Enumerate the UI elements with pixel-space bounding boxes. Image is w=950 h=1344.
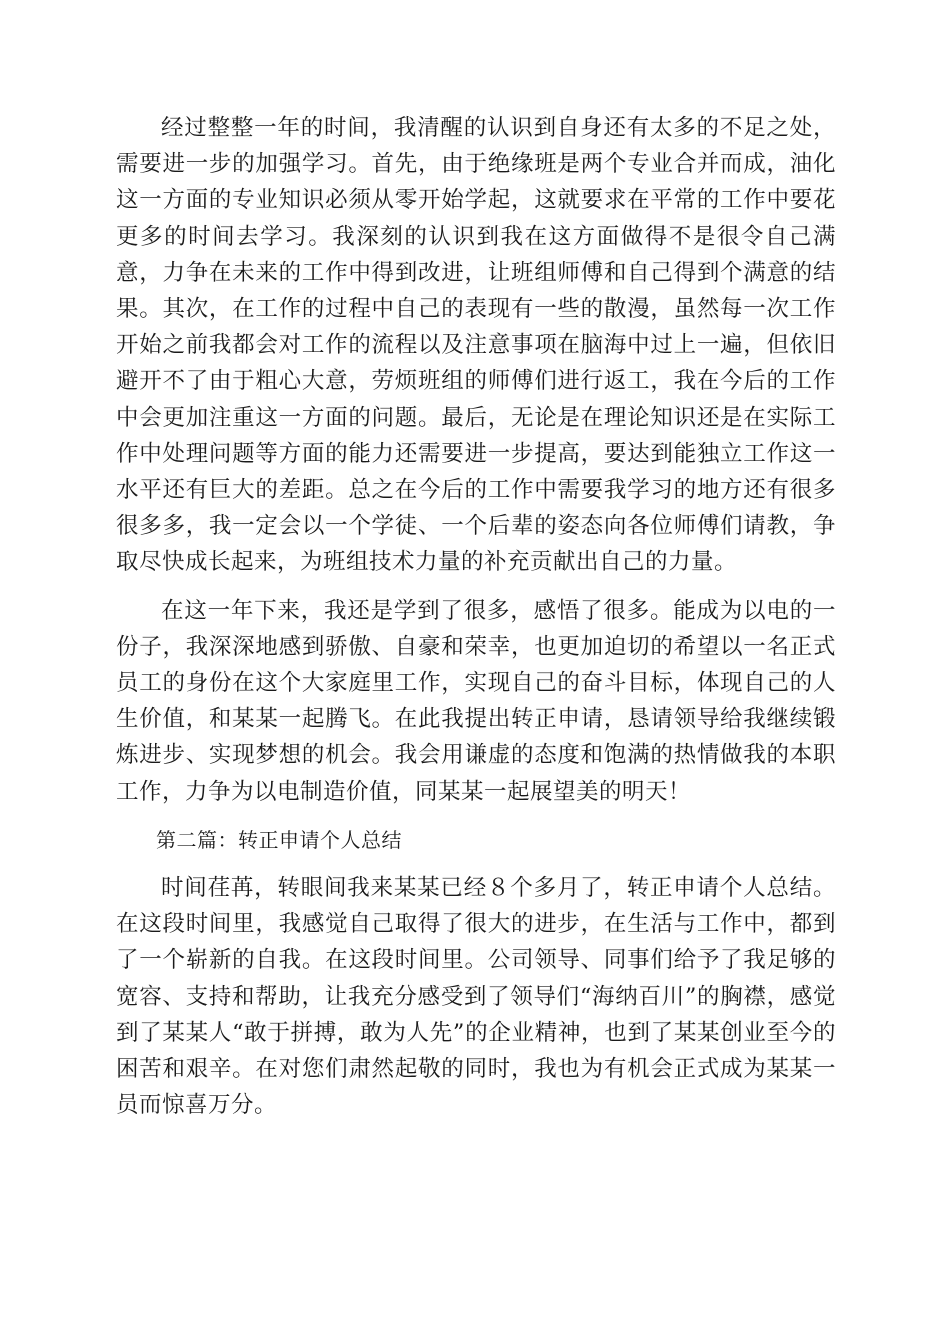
paragraph-probation-request: 在这一年下来，我还是学到了很多，感悟了很多。能成为以电的一份子，我深深地感到骄傲、自豪和荣幸，也更加迫切的希望以一名正式员工的身份在这个大家庭里工作，实现自己的奋斗目标，体现自己的人生价值，和某某一起腾飞。在此我提出转正申请，恳请领导给我继续锻炼进步、实现梦想的机会。我会用谦虚的态度和饱满的热情做我的本职工作，力争为以电制造价值，同某某一起展望美的明天！: [116, 597, 836, 805]
paragraph-summary-intro: 时间荏苒，转眼间我来某某已经８个多月了，转正申请个人总结。在这段时间里，我感觉自己取得了很大的进步，在生活与工作中，都到了一个崭新的自我。在这段时间里。公司领导、同事们给予了我足够的宽容、支持和帮助，让我充分感受到了领导们“海纳百川”的胸襟，感觉到了某某人“敢于拼搏，敢为人先”的企业精神，也到了某某创业至今的困苦和艰辛。在对您们肃然起敬的同时，我也为有机会正式成为某某一员而惊喜万分。: [116, 875, 836, 1119]
paragraph-self-assessment: 经过整整一年的时间，我清醒的认识到自身还有太多的不足之处，需要进一步的加强学习。首先，由于绝缘班是两个专业合并而成，油化这一方面的专业知识必须从零开始学起，这就要求在平常的工作中要花更多的时间去学习。我深刻的认识到我在这方面做得不是很令自己满意，力争在未来的工作中得到改进，让班组师傅和自己得到个满意的结果。其次，在工作的过程中自己的表现有一些的散漫，虽然每一次工作开始之前我都会对工作的流程以及注意事项在脑海中过上一遍，但依旧避开不了由于粗心大意，劳烦班组的师傅们进行返工，我在今后的工作中会更加注重这一方面的问题。最后，无论是在理论知识还是在实际工作中处理问题等方面的能力还需要进一步提高，要达到能独立工作这一水平还有巨大的差距。总之在今后的工作中需要我学习的地方还有很多很多多，我一定会以一个学徒、一个后辈的姿态向各位师傅们请教，争取尽快成长起来，为班组技术力量的补充贡献出自己的力量。: [116, 115, 836, 576]
section-heading: 第二篇：转正申请个人总结: [156, 827, 402, 852]
document-body: [116, 110, 836, 1123]
